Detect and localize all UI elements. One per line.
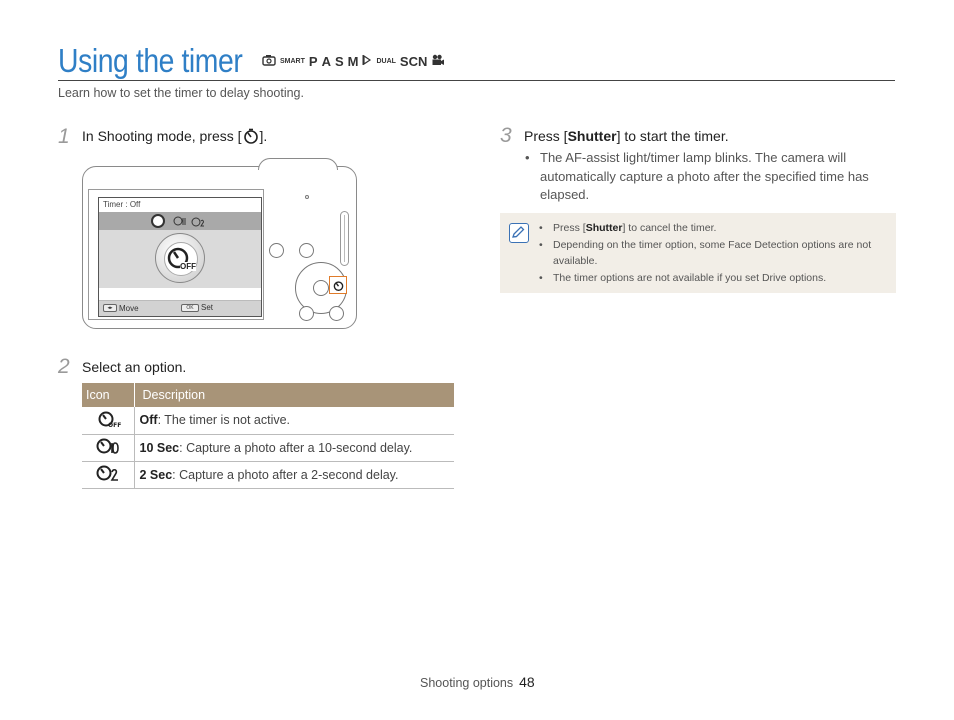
camera-button-bottom-right xyxy=(329,306,344,321)
page-subtitle: Learn how to set the timer to delay shooting. xyxy=(58,86,304,100)
table-header-row xyxy=(82,383,454,407)
movie-mode-icon xyxy=(431,54,445,69)
mode-icons xyxy=(262,54,445,69)
svg-text:OFF: OFF xyxy=(107,421,122,429)
option-2s-name: 2 Sec xyxy=(139,467,173,482)
mode-scn: SCN xyxy=(399,54,428,69)
step-3-details xyxy=(524,149,874,205)
note-item-1: • Press [Shutter] to cancel the timer. xyxy=(538,220,886,237)
option-10s-name: 10 Sec xyxy=(139,440,180,455)
page-footer xyxy=(420,674,535,690)
camera-zoom-slot-line xyxy=(344,215,345,262)
timer-off-icon-face xyxy=(164,242,198,276)
timer-off-small-icon xyxy=(151,214,165,228)
step-1-text-before: In Shooting mode, press [ xyxy=(82,128,242,144)
dual-is-mode-icon xyxy=(362,54,372,69)
dual-mode-label: DUAL xyxy=(376,58,396,65)
move-label: Move xyxy=(119,304,139,313)
smart-mode-label: SMART xyxy=(280,58,305,65)
page-number: 48 xyxy=(519,674,535,690)
set-label: Set xyxy=(201,303,214,312)
camera-button-bottom-left xyxy=(299,306,314,321)
table-row xyxy=(82,407,454,434)
step-number-3: 3 xyxy=(500,124,512,147)
step-1-text-after: ]. xyxy=(259,128,268,144)
shutter-button-label: Shutter xyxy=(567,128,617,144)
mode-a: A xyxy=(321,54,331,69)
step-number-1: 1 xyxy=(58,125,70,148)
camera-button-top-left xyxy=(269,243,284,258)
title-divider xyxy=(58,80,895,81)
screen-footer xyxy=(99,300,261,316)
timer-off-icon xyxy=(82,407,134,434)
option-2s-description: 2 Sec: Capture a photo after a 2-second delay. xyxy=(134,461,454,488)
note-item-3: • The timer options are not available if you set Drive options. xyxy=(538,270,886,287)
note-list xyxy=(538,220,886,286)
camera-button-top-right xyxy=(299,243,314,258)
camera-illustration xyxy=(82,166,357,329)
header-description: Description xyxy=(134,383,454,407)
page-title: Using the timer xyxy=(58,42,243,79)
note-item-2: • Depending on the timer option, some Face Detection options are not available. xyxy=(538,237,886,270)
timer-off-selected-icon xyxy=(155,233,205,283)
timer-button-icon xyxy=(243,128,259,144)
timer-options-table xyxy=(82,383,454,489)
option-10s-description: 10 Sec: Capture a photo after a 10-second delay. xyxy=(134,434,454,461)
step-2-instruction: Select an option. xyxy=(82,359,187,375)
timer-10s-small-icon xyxy=(173,215,187,229)
header-icon: Icon xyxy=(82,383,134,407)
step-3-instruction: Press [Shutter] to start the timer. xyxy=(524,128,729,144)
step-number-2: 2 xyxy=(58,355,70,378)
mode-p: P xyxy=(308,54,318,69)
smart-auto-mode-icon xyxy=(262,54,276,69)
timer-10s-icon xyxy=(82,434,134,461)
camera-lcd-screen xyxy=(98,197,262,317)
note-pencil-icon xyxy=(509,223,529,243)
timer-2s-icon xyxy=(82,461,134,488)
highlighted-timer-button-icon xyxy=(329,276,347,294)
camera-top-bump xyxy=(258,158,338,170)
option-off-name: Off xyxy=(139,413,158,428)
note-box xyxy=(500,213,896,293)
mode-m: M xyxy=(347,54,359,69)
option-off-description: Off: The timer is not active. xyxy=(134,407,454,434)
table-row xyxy=(82,434,454,461)
footer-section: Shooting options xyxy=(420,676,514,690)
screen-timer-label: Timer : Off xyxy=(103,200,141,209)
move-key-icon: ◂▸ xyxy=(103,304,117,312)
camera-indicator-lamp xyxy=(305,195,309,199)
step-3-bullet: • The AF-assist light/timer lamp blinks. The camera will automatically capture a photo after the specified time has elapsed. xyxy=(524,149,874,205)
step-1-instruction xyxy=(82,128,267,144)
ok-key-icon: OK xyxy=(181,304,199,312)
camera-ok-button xyxy=(313,280,329,296)
timer-off-text: OFF xyxy=(180,262,196,271)
table-row xyxy=(82,461,454,488)
mode-s: S xyxy=(334,54,344,69)
